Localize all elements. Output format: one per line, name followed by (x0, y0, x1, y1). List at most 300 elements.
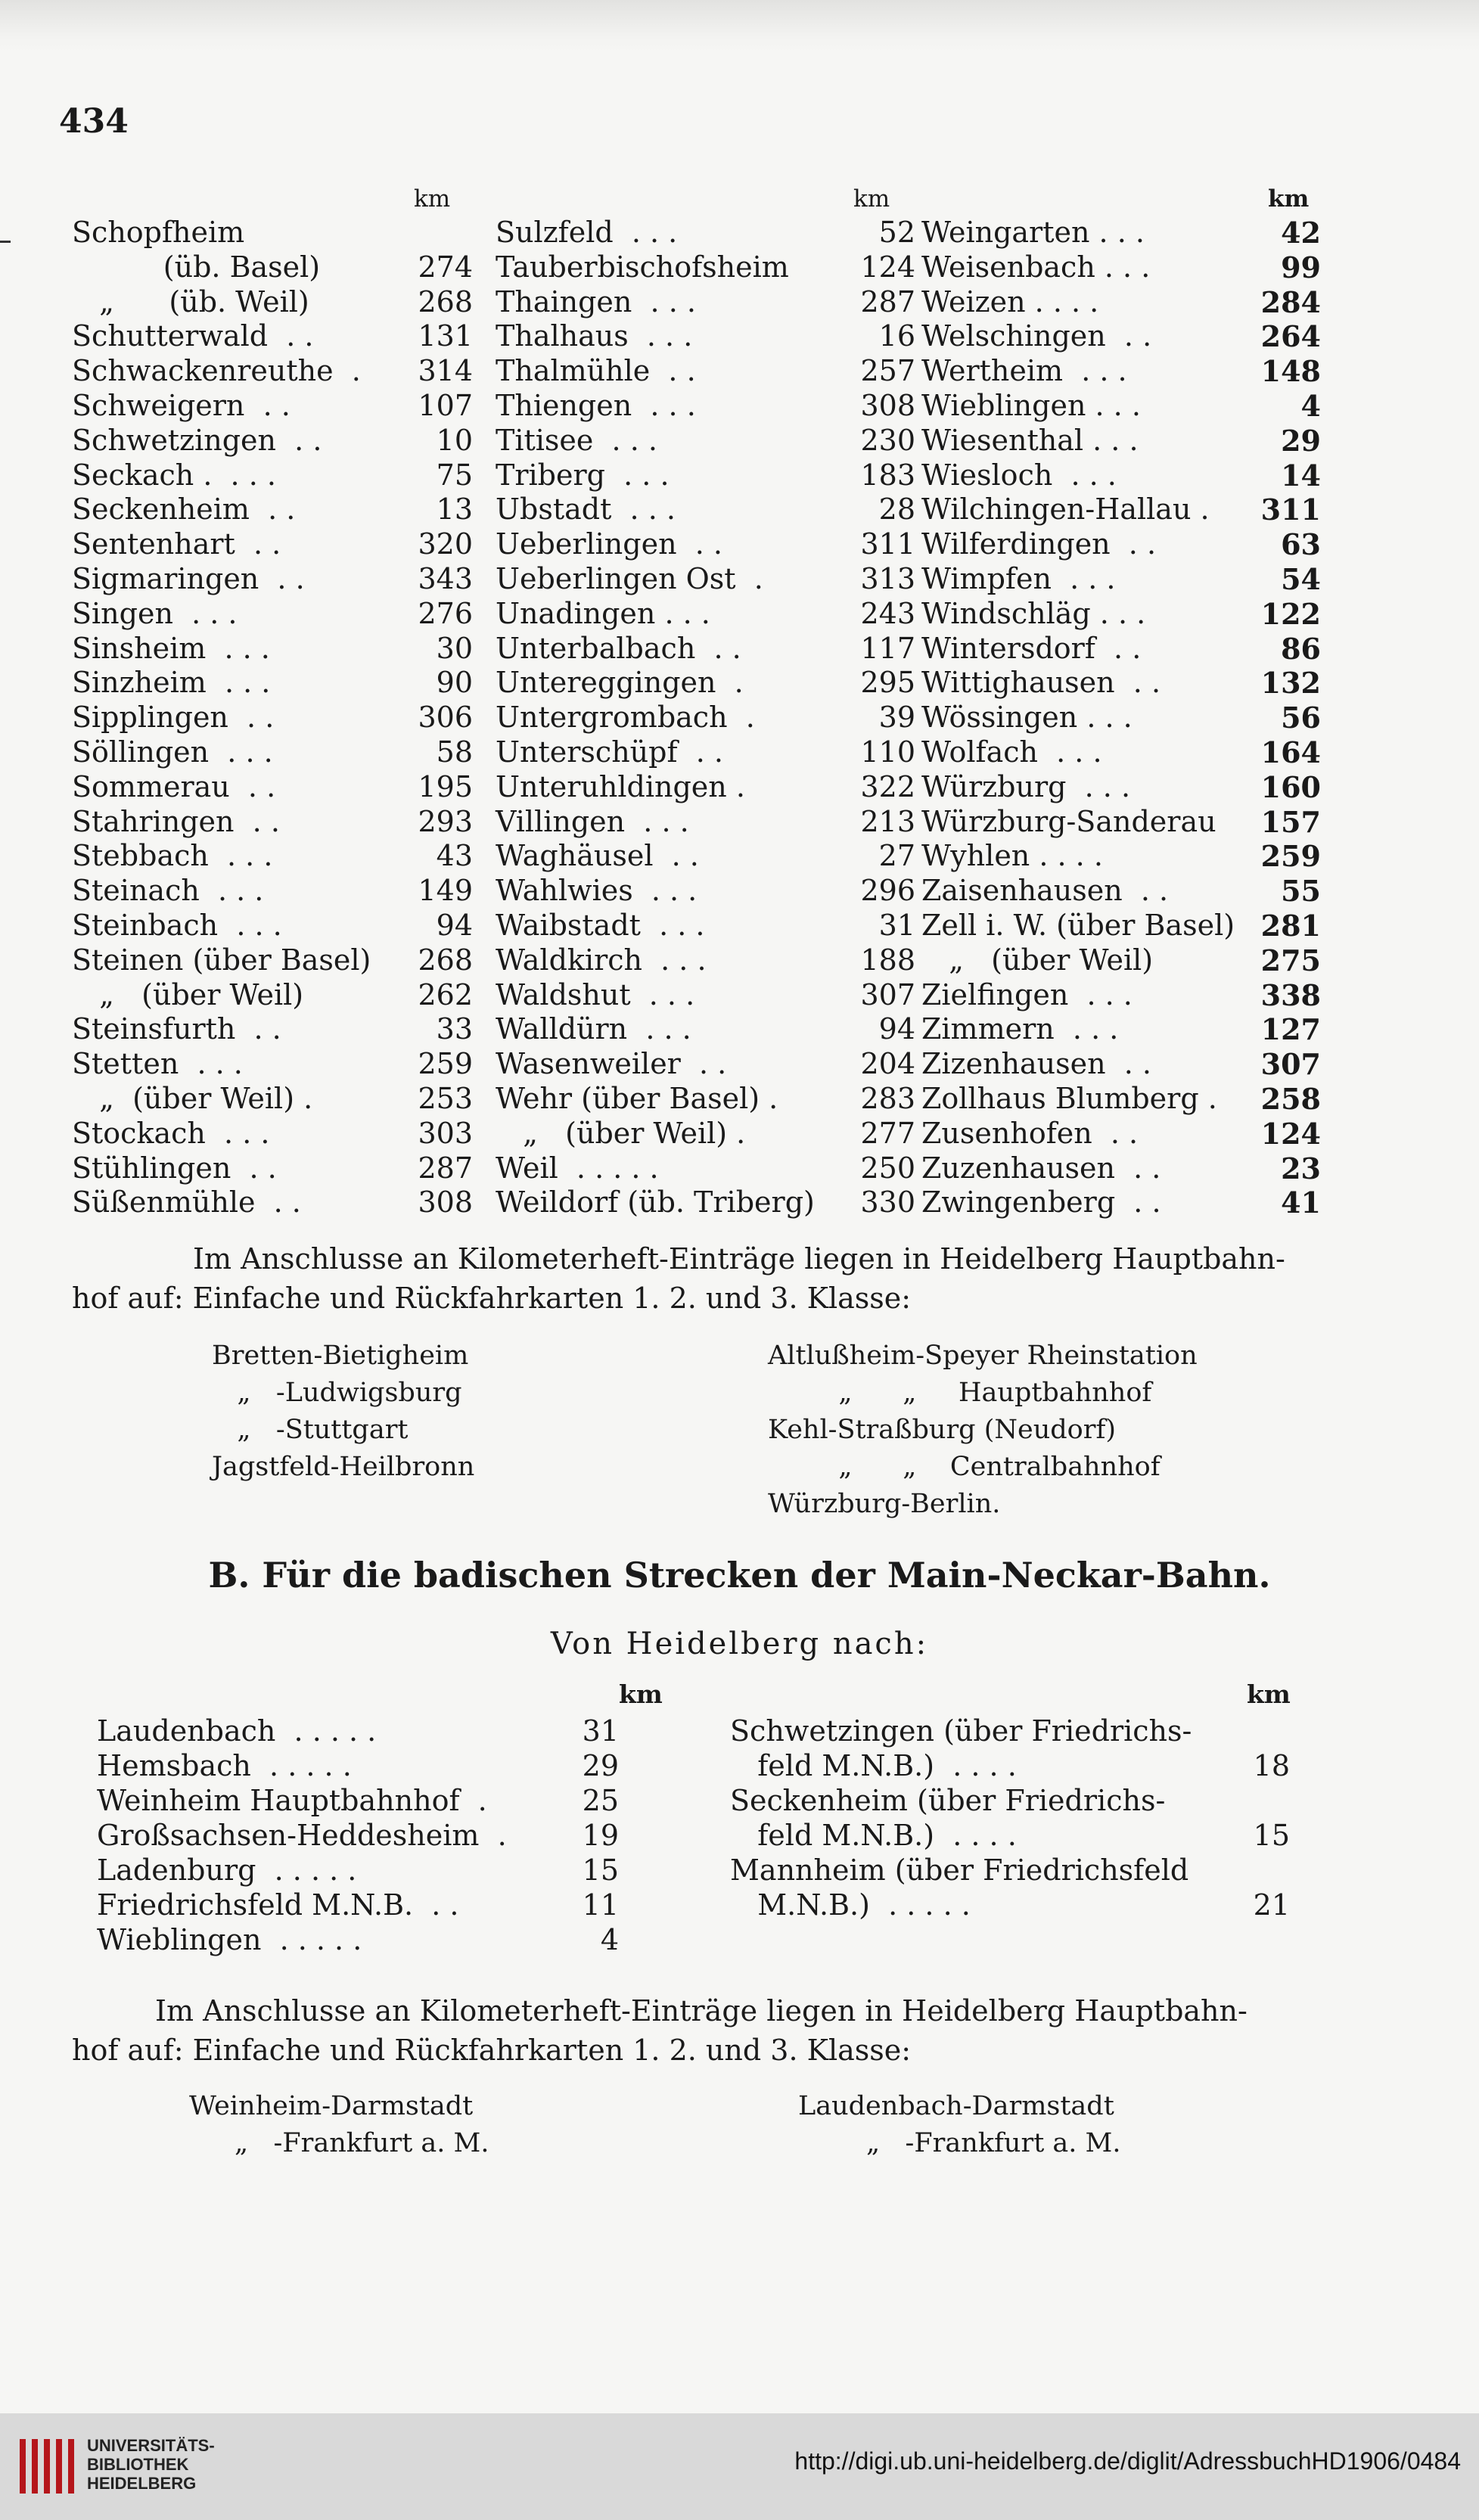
station-row (496, 285, 915, 320)
distance-km: 253 (418, 1081, 473, 1115)
distance-km: 296 (860, 874, 915, 908)
library-name-line: BIBLIOTHEK (87, 2455, 189, 2474)
ticket-list-left (212, 1338, 474, 1486)
station-name: Thalmühle . . (496, 354, 696, 388)
distance-km: 148 (1260, 354, 1321, 389)
station-row (921, 1117, 1321, 1151)
station-row (496, 839, 915, 874)
station-row (496, 597, 915, 632)
station-name: Thaingen . . . (496, 284, 696, 318)
distance-km: 29 (582, 1749, 619, 1782)
station-name: Waghäusel . . (496, 839, 699, 873)
distance-km: 204 (860, 1047, 915, 1081)
station-row (921, 458, 1321, 493)
station-row (921, 770, 1321, 805)
station-name: Tauberbischofsheim (496, 250, 789, 284)
station-name: Weil . . . . . (496, 1151, 659, 1185)
distance-km: 11 (582, 1888, 619, 1922)
distance-km: 33 (436, 1012, 473, 1046)
distance-km: 124 (860, 250, 915, 284)
distance-km: 132 (1260, 666, 1321, 701)
station-row (72, 978, 473, 1013)
station-name: Waibstadt . . . (496, 908, 705, 942)
station-name: Zollhaus Blumberg . (921, 1081, 1217, 1115)
station-row (72, 216, 473, 250)
station-row (97, 1888, 619, 1922)
station-row (730, 1748, 1290, 1783)
station-row (72, 285, 473, 320)
distance-km: 268 (418, 284, 473, 318)
station-row (921, 389, 1321, 424)
station-name: Singen . . . (72, 596, 238, 630)
distance-km: 164 (1260, 735, 1321, 769)
station-name: Schwetzingen (über Friedrichs- (730, 1714, 1192, 1748)
station-row (496, 354, 915, 389)
ticket-item: „ „ Hauptbahnhof (813, 1378, 1152, 1408)
station-column-3 (921, 216, 1321, 1220)
station-name: Waldkirch . . . (496, 943, 707, 977)
station-row (921, 735, 1321, 770)
station-name: Schwetzingen . . (72, 423, 322, 457)
station-name: Weizen . . . . (921, 284, 1099, 318)
distance-km: 314 (418, 354, 473, 388)
station-row (72, 562, 473, 597)
station-row (496, 389, 915, 424)
station-name: Stahringen . . (72, 804, 280, 838)
station-row (730, 1714, 1290, 1748)
station-name: Weingarten . . . (921, 216, 1145, 249)
library-name (87, 2436, 215, 2493)
distance-km: 311 (860, 527, 915, 561)
distance-km: 313 (860, 561, 915, 595)
station-row (72, 458, 473, 493)
station-name: Unterbalbach . . (496, 631, 741, 665)
distance-km: 23 (1281, 1151, 1321, 1185)
station-row (496, 1117, 915, 1151)
station-name: Ubstadt . . . (496, 493, 676, 527)
distance-km: 75 (436, 458, 473, 492)
distance-km: 283 (860, 1081, 915, 1115)
station-name: „ (über Weil) . (496, 1116, 746, 1150)
station-row (496, 562, 915, 597)
station-name: Ueberlingen Ost . (496, 561, 763, 595)
station-name: Triberg . . . (496, 458, 670, 492)
station-row (496, 1082, 915, 1117)
station-name: Zusenhofen . . (921, 1116, 1139, 1150)
station-name: Wössingen . . . (921, 701, 1133, 735)
station-name: „ (über Weil) . (72, 1081, 313, 1115)
station-name: Zuzenhausen . . (921, 1151, 1161, 1185)
source-url-link[interactable]: http://digi.ub.uni-heidelberg.de/diglit/AdressbuchHD1906/0484 (794, 2447, 1461, 2475)
station-name: Wieblingen . . . . . (97, 1923, 362, 1956)
distance-km: 195 (418, 769, 473, 803)
distance-km: 58 (436, 735, 473, 769)
distance-km: 277 (860, 1116, 915, 1150)
distance-km: 303 (418, 1116, 473, 1150)
station-name: M.N.B.) . . . . . (730, 1888, 971, 1922)
distance-km: 322 (860, 769, 915, 803)
station-name: Unterschüpf . . (496, 735, 723, 769)
distance-km: 275 (1260, 943, 1321, 977)
station-name: Sigmaringen . . (72, 561, 305, 595)
ticket-item: „ -Frankfurt a. M. (235, 2128, 489, 2158)
station-row (921, 978, 1321, 1013)
distance-km: 157 (1260, 804, 1321, 839)
distance-km: 259 (1260, 839, 1321, 874)
station-row (921, 805, 1321, 840)
distance-km: 4 (600, 1923, 619, 1956)
km-header-col2: km (853, 185, 890, 213)
station-row (496, 770, 915, 805)
page-number: 434 (59, 102, 129, 141)
station-name: Zizenhausen . . (921, 1047, 1151, 1081)
distance-km: 94 (878, 1012, 915, 1046)
note-line: hof auf: Einfache und Rückfahrkarten 1. 2. und 3. Klasse: (72, 1282, 912, 1315)
ticket-item: „ „ Centralbahnhof (813, 1452, 1161, 1482)
station-row (72, 735, 473, 770)
station-row (72, 805, 473, 840)
station-name: Wahlwies . . . (496, 874, 698, 908)
distance-km: 308 (418, 1185, 473, 1220)
station-name: Zielfingen . . . (921, 977, 1133, 1011)
distance-km: 213 (860, 804, 915, 838)
note-paragraph-1 (72, 1239, 1335, 1318)
distance-km: 39 (878, 701, 915, 735)
station-name: Stetten . . . (72, 1047, 243, 1081)
station-row (730, 1853, 1290, 1888)
station-name: Steinach . . . (72, 874, 264, 908)
station-row (72, 1012, 473, 1047)
station-name: Unadingen . . . (496, 596, 710, 630)
station-column-1 (72, 216, 473, 1220)
station-name: Seckenheim . . (72, 493, 296, 527)
station-row (97, 1818, 619, 1853)
distance-km: 131 (418, 319, 473, 353)
distance-km: 110 (860, 735, 915, 769)
distance-km: 27 (878, 839, 915, 873)
distance-km: 15 (1253, 1819, 1290, 1852)
station-name: (üb. Basel) (72, 250, 321, 284)
station-name: Stühlingen . . (72, 1151, 277, 1185)
distance-km: 21 (1253, 1888, 1290, 1922)
distance-km: 250 (860, 1151, 915, 1185)
station-row (72, 701, 473, 735)
station-name: feld M.N.B.) . . . . (730, 1819, 1017, 1852)
footer-bar (0, 2413, 1479, 2520)
distance-km: 54 (1281, 561, 1321, 596)
distance-km: 99 (1281, 250, 1321, 284)
station-name: Sentenhart . . (72, 527, 281, 561)
distance-km: 55 (1281, 874, 1321, 909)
station-row (921, 909, 1321, 943)
distance-km: 41 (1281, 1185, 1321, 1220)
station-row (496, 978, 915, 1013)
distance-km: 274 (418, 250, 473, 284)
distance-km: 107 (418, 388, 473, 422)
station-name: Süßenmühle . . (72, 1185, 301, 1220)
distance-km: 94 (436, 908, 473, 942)
ticket-item: Altlußheim-Speyer Rheinstation (768, 1341, 1198, 1371)
station-row (730, 1888, 1290, 1922)
distance-km: 42 (1281, 216, 1321, 250)
distance-km: 308 (860, 388, 915, 422)
note-line: hof auf: Einfache und Rückfahrkarten 1. 2. und 3. Klasse: (72, 2034, 912, 2067)
station-row (72, 527, 473, 562)
station-name: Wiesloch . . . (921, 458, 1117, 492)
library-name-line: HEIDELBERG (87, 2474, 197, 2493)
station-row (921, 943, 1321, 978)
station-name: Würzburg . . . (921, 769, 1131, 803)
station-row (496, 874, 915, 909)
distance-km: 311 (1260, 493, 1321, 527)
station-row (496, 250, 915, 285)
station-name: Untereggingen . (496, 666, 744, 700)
section-b-heading: B. Für die badischen Strecken der Main-Neckar-Bahn. (208, 1555, 1271, 1596)
distance-km: 56 (1281, 701, 1321, 735)
distance-km: 124 (1260, 1116, 1321, 1151)
station-name: Wyhlen . . . . (921, 839, 1103, 873)
station-name: Zimmern . . . (921, 1012, 1119, 1046)
distance-km: 30 (436, 631, 473, 665)
station-name: Zwingenberg . . (921, 1185, 1161, 1220)
station-row (921, 250, 1321, 285)
station-row (496, 1185, 915, 1220)
station-row (921, 1185, 1321, 1220)
distance-km: 307 (860, 977, 915, 1011)
ticket-list-right (768, 1338, 1198, 1523)
station-name: Wasenweiler . . (496, 1047, 727, 1081)
distance-km: 306 (418, 701, 473, 735)
station-name: Würzburg-Sanderau (921, 804, 1216, 838)
distance-km: 63 (1281, 527, 1321, 562)
station-name: „ (über Weil) (72, 977, 304, 1011)
station-name: Sipplingen . . (72, 701, 275, 735)
station-row (921, 701, 1321, 735)
station-name: Wimpfen . . . (921, 561, 1116, 595)
station-row (921, 319, 1321, 354)
distance-km: 19 (582, 1819, 619, 1852)
station-row (496, 735, 915, 770)
station-row (72, 354, 473, 389)
distance-km: 31 (582, 1714, 619, 1748)
station-row (72, 1047, 473, 1082)
station-column-2 (496, 216, 915, 1220)
distance-km: 90 (436, 666, 473, 700)
ticket-item: „ -Ludwigsburg (212, 1378, 462, 1408)
station-name: „ (üb. Weil) (72, 284, 309, 318)
distance-km: 287 (418, 1151, 473, 1185)
distance-km: 43 (436, 839, 473, 873)
station-name: Schwackenreuthe . (72, 354, 361, 388)
distance-km: 4 (1300, 388, 1321, 423)
station-name: Weinheim Hauptbahnhof . (97, 1784, 487, 1817)
distance-km: 52 (878, 216, 915, 249)
station-name: Unteruhldingen . (496, 769, 745, 803)
ticket-item: „ -Stuttgart (212, 1415, 409, 1445)
station-row (496, 632, 915, 667)
distance-km: 264 (1260, 319, 1321, 354)
station-row (72, 1082, 473, 1117)
station-row (921, 216, 1321, 250)
station-row (72, 909, 473, 943)
station-row (496, 1151, 915, 1186)
station-row (496, 1047, 915, 1082)
station-row (72, 943, 473, 978)
station-name: „ (über Weil) (921, 943, 1154, 977)
ticket-item: Würzburg-Berlin. (768, 1489, 1001, 1519)
distance-km: 16 (878, 319, 915, 353)
km-header-col3: km (1268, 185, 1310, 213)
station-row (496, 666, 915, 701)
station-row (97, 1748, 619, 1783)
station-row (72, 424, 473, 458)
station-name: Steinsfurth . . (72, 1012, 281, 1046)
distance-km: 320 (418, 527, 473, 561)
distance-km: 28 (878, 493, 915, 527)
station-row (496, 458, 915, 493)
station-row (496, 1012, 915, 1047)
distance-km: 149 (418, 874, 473, 908)
station-name: Wittighausen . . (921, 666, 1161, 700)
distance-km: 25 (582, 1784, 619, 1817)
distance-km: 13 (436, 493, 473, 527)
station-row (72, 839, 473, 874)
distance-km: 293 (418, 804, 473, 838)
station-name: feld M.N.B.) . . . . (730, 1749, 1017, 1782)
station-name: Steinbach . . . (72, 908, 282, 942)
station-row (496, 424, 915, 458)
station-row (496, 909, 915, 943)
station-row (921, 424, 1321, 458)
station-name: Weildorf (üb. Triberg) (496, 1185, 815, 1220)
station-name: Wiesenthal . . . (921, 423, 1139, 457)
distance-km: 31 (878, 908, 915, 942)
station-name: Villingen . . . (496, 804, 689, 838)
station-name: Zell i. W. (über Basel) (921, 908, 1235, 942)
distance-km: 243 (860, 596, 915, 630)
station-row (72, 319, 473, 354)
station-name: Wolfach . . . (921, 735, 1102, 769)
note-paragraph-2 (72, 1991, 1335, 2070)
station-row (97, 1714, 619, 1748)
station-row (72, 493, 473, 527)
station-row (921, 666, 1321, 701)
distance-km: 338 (1260, 977, 1321, 1012)
station-name: Windschläg . . . (921, 596, 1146, 630)
distance-km: 276 (418, 596, 473, 630)
station-name: Welschingen . . (921, 319, 1152, 353)
station-row (496, 943, 915, 978)
station-name: Schutterwald . . (72, 319, 314, 353)
station-row (496, 319, 915, 354)
station-name: Sinzheim . . . (72, 666, 271, 700)
station-row (730, 1818, 1290, 1853)
station-row (921, 285, 1321, 320)
station-name: Sulzfeld . . . (496, 216, 678, 249)
station-name: Stebbach . . . (72, 839, 273, 873)
distance-km: 160 (1260, 769, 1321, 804)
station-row (921, 1012, 1321, 1047)
distance-km: 262 (418, 977, 473, 1011)
station-name: Mannheim (über Friedrichsfeld (730, 1853, 1189, 1887)
distance-km: 257 (860, 354, 915, 388)
station-name: Waldshut . . . (496, 977, 695, 1011)
distance-km: 230 (860, 423, 915, 457)
station-row (72, 389, 473, 424)
station-row (730, 1783, 1290, 1818)
ticket-item: Jagstfeld-Heilbronn (212, 1452, 475, 1482)
station-name: Wertheim . . . (921, 354, 1127, 388)
station-row (72, 1117, 473, 1151)
station-name: Schweigern . . (72, 388, 291, 422)
station-row (496, 493, 915, 527)
station-row (72, 250, 473, 285)
ticket-list-b-right (798, 2088, 1120, 2162)
station-name: Thalhaus . . . (496, 319, 693, 353)
station-row (921, 1082, 1321, 1117)
station-name: Friedrichsfeld M.N.B. . . (97, 1888, 459, 1922)
station-name: Großsachsen-Heddesheim . (97, 1819, 507, 1852)
distance-km: 343 (418, 561, 473, 595)
distance-km: 188 (860, 943, 915, 977)
station-row (72, 666, 473, 701)
station-row (97, 1853, 619, 1888)
station-row (921, 527, 1321, 562)
university-logo-icon (14, 2428, 89, 2504)
station-name: Sinsheim . . . (72, 631, 270, 665)
station-row (921, 1151, 1321, 1186)
library-name-line: UNIVERSITÄTS- (87, 2436, 215, 2455)
distance-km: 284 (1260, 284, 1321, 319)
km-header-b-right: km (1247, 1679, 1291, 1709)
distance-km: 295 (860, 666, 915, 700)
ticket-item: „ -Frankfurt a. M. (866, 2128, 1121, 2158)
station-row (921, 354, 1321, 389)
distance-km: 10 (436, 423, 473, 457)
station-row (72, 632, 473, 667)
note-line: Im Anschlusse an Kilometerheft-Einträge liegen in Heidelberg Hauptbahn- (155, 1994, 1248, 2027)
note-line: Im Anschlusse an Kilometerheft-Einträge liegen in Heidelberg Hauptbahn- (193, 1242, 1285, 1276)
station-row (72, 770, 473, 805)
distance-km: 307 (1260, 1047, 1321, 1082)
station-row (72, 874, 473, 909)
distance-km: 183 (860, 458, 915, 492)
distance-km: 259 (418, 1047, 473, 1081)
station-name: Titisee . . . (496, 423, 657, 457)
station-name: Laudenbach . . . . . (97, 1714, 377, 1748)
station-name: Wilferdingen . . (921, 527, 1157, 561)
distance-km: 18 (1253, 1749, 1290, 1782)
station-row (921, 839, 1321, 874)
station-name: Ladenburg . . . . . (97, 1853, 357, 1887)
station-row (496, 805, 915, 840)
station-name: Söllingen . . . (72, 735, 273, 769)
scan-edge (0, 0, 1479, 53)
station-name: Untergrombach . (496, 701, 755, 735)
station-name: Wehr (über Basel) . (496, 1081, 778, 1115)
distance-km: 268 (418, 943, 473, 977)
station-name: Zaisenhausen . . (921, 874, 1169, 908)
station-name: Steinen (über Basel) (72, 943, 371, 977)
station-name: Wilchingen-Hallau . (921, 493, 1210, 527)
station-row (921, 874, 1321, 909)
ticket-item: Weinheim-Darmstadt (189, 2091, 474, 2121)
destinations-left (97, 1714, 619, 1957)
station-row (496, 527, 915, 562)
station-name: Hemsbach . . . . . (97, 1749, 352, 1782)
station-row (921, 562, 1321, 597)
ticket-item: Bretten-Bietigheim (212, 1341, 469, 1371)
